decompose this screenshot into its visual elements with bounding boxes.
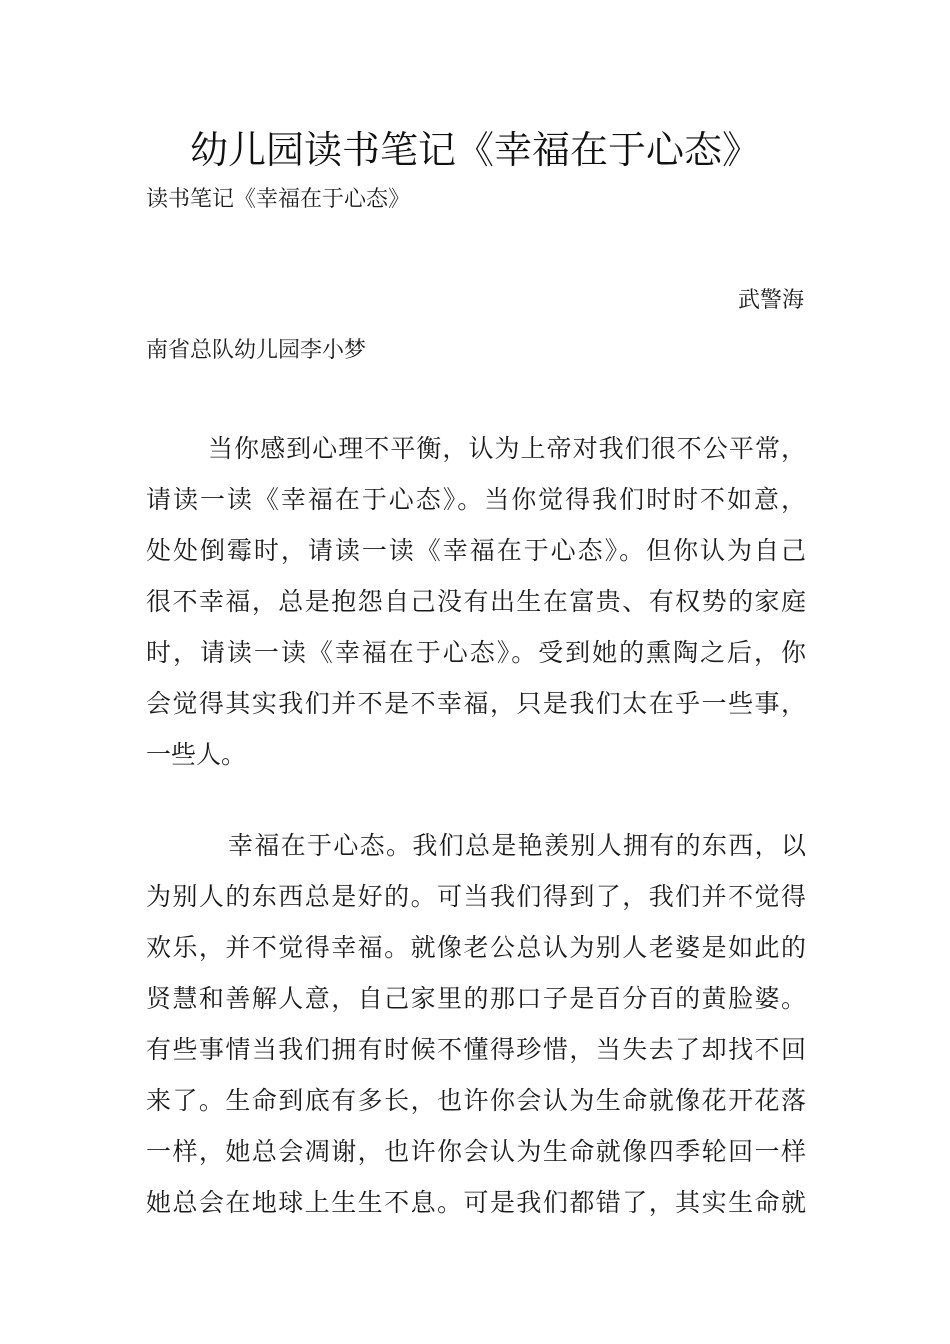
- paragraph-line: 时，请读一读《幸福在于心态》。受到她的熏陶之后，你: [146, 638, 806, 667]
- paragraph-line: 欢乐，并不觉得幸福。就像老公总认为别人老婆是如此的: [146, 933, 806, 962]
- paragraph-line: 请读一读《幸福在于心态》。当你觉得我们时时不如意，: [146, 485, 806, 514]
- author-organization: 南省总队幼儿园李小梦: [146, 338, 367, 363]
- paragraph-line: 为别人的东西总是好的。可当我们得到了，我们并不觉得: [146, 882, 806, 911]
- paragraph-line: 一些人。: [146, 740, 247, 769]
- paragraph-line: 贤慧和善解人意，自己家里的那口子是百分百的黄脸婆。: [146, 984, 806, 1013]
- paragraph-line: 她总会在地球上生生不息。可是我们都错了，其实生命就: [146, 1188, 806, 1217]
- author-name: 武警海: [737, 288, 804, 313]
- paragraph-1: [146, 423, 806, 780]
- paragraph-line: 会觉得其实我们并不是不幸福，只是我们太在乎一些事，: [146, 689, 806, 718]
- paragraph-line: 一样，她总会凋谢，也许你会认为生命就像四季轮回一样: [146, 1137, 806, 1166]
- paragraph-line: 当你感到心理不平衡，认为上帝对我们很不公平常，: [208, 434, 806, 463]
- document-title: 幼儿园读书笔记《幸福在于心态》: [189, 128, 760, 172]
- paragraph-2: [146, 820, 806, 1228]
- paragraph-line: 有些事情当我们拥有时候不懂得珍惜，当失去了却找不回: [146, 1035, 806, 1064]
- document-subtitle: 读书笔记《幸福在于心态》: [146, 187, 411, 212]
- paragraph-line: 很不幸福，总是抱怨自己没有出生在富贵、有权势的家庭: [146, 587, 806, 616]
- paragraph-line: 幸福在于心态。我们总是艳羡别人拥有的东西，以: [228, 831, 806, 860]
- paragraph-line: 来了。生命到底有多长，也许你会认为生命就像花开花落: [146, 1086, 806, 1115]
- paragraph-line: 处处倒霉时，请读一读《幸福在于心态》。但你认为自己: [146, 536, 806, 565]
